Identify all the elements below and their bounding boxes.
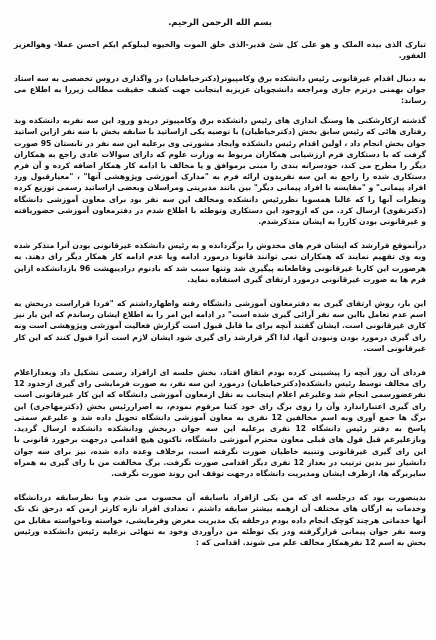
paragraph-1: گذشته ازکارشکنی ها وسنگ اندازی های رئیس دانشکده برق وکامپیوتر دربدو ورود این سه نفربه دانشکده وبد رفتاری هائی که رئیس سابق بخش (دکترخیاطیان) با توصیه یکی ازاساتید با سابقه بخش با سه نفر ازاین اساتید جوان بخش انجام داد ، اولین اقدام رئیس دانشکده وایجاد مشورتی وی برعلیه این سه نفر در تابستان 95 صورت گرفت که با دستکاری فرم ارزشیابی همکاران مربوط به وزارت علوم که دارای سوالات عادی راجع به همکاران دیگر را مطرح می کند، خودسرانه بندی را مبنی برموافق و یا مخالف با ادامه کار همکار اضافه کرده و آن فرم دستکاری شده را راجع به این سه نفربدون ارائه فرم به "مدارک آموزشی وپژوهشی آنها" ، "معیارقبول ورد افراد پیمانی" و "مقایسه با افراد پیمانی دیگر" بین بانند مدیریتی ومراسلان وبعضی ازاساتید رسمی توزیع کرده ونظرات آنها را که غالبا همسوبا نظررئیس دانشکده ومخالف این سه نفر بود برای معاون آموزشی دانشگاه (دکترنقوی) ارسال کرد. من که ازوجود این دستکاری وتوطئه با اطلاع شدم در دفترمعاون آموزشی حضوریافته و غیرقانونی بودن کاررا به ایشان متذکرشدم.	[14, 116, 426, 227]
letter-body	[14, 8, 426, 557]
paragraph-5: بدینصورت بود که درجلسه ای که من یکی ازافراد باسابقه آن محسوب می شدم وبا نظرسابقه دردانشگاه وخدمات به ارگان های مختلف آن ازهمه بیشتر سابقه داشتم ، تعدادی افراد تازه کارتر ازمن که درحق تک تک آنها خدماتی هرچند کوچک انجام داده بودم درحلقه یک مدیریت مغرض وفرمایشی، خواسته وناخواسته مقابل من وسه نفر جوان پیمانی قرارگرفته ودر یک توطئه من درآوردی وخود به تنهائی برعلیه رئیس دانشکده ورئیس بخش به اسم 12 نفرهمکار مخالف علم می شوند. اقدامی که :	[14, 493, 426, 547]
paragraph-3: این بار، روش ارتقای گیری به دفترمعاون آموزشی دانشگاه رفته واظهارداشتم که "فردا قراراست دربخش به اسم عدم تعامل بااین سه نفر آرائی گیری شده است" در ادامه این امر را به اطلاع ایشان رساندم که این بار نیز کاری غیرقانونی است. ایشان گفتند آنچه برای ما قابل قبول است گزارش فعالیت آموزشی وپژوهشی است ونه رای گیری درمورد بودن ونبودن آنها، لذا اگر قرارشد رای گیری شود ایشان لازم است آنرا قبول کنند که این کار غیرقانونی است.	[14, 299, 426, 353]
basmala-heading: بسم الله الرحمن الرحيم.	[168, 18, 272, 28]
paragraph-4: فردای آن روز آنچه را پیشبینی کرده بودم اتفاق افتاد، بخش جلسه ای ازافراد رسمی تشکیل داد وبعدازاعلام رای مخالف توسط رئیس دانشکده(دکترخیاطیان) درمورد این سه نفر، به صورت فرمایشی رای گیری ازحدود 12 نفرعضورسمی انجام شد وعلیرغم اعلام اینجانب به نقل ازمعاون آموزشی دانشگاه که این کار غیرقانونی است رای گیری اعتباراندارد وآن را روی برگ رای خود کتبا مرقوم نمودم، به اصراررئیس بخش (دکترمهاجری) این برگ ها جمع آوری وبه اسم مخالفین 12 نفری به معاون آموزشی دانشگاه تحویل داده شد و علیرغم سمتی پاسخ به دفتر رئیس دانشگاه 12 نفری برعلیه این سه جوان دربخش ودانشکده دانشکده ارسال گردید. وبازعلیرغم قبل قول های قبلی معاون محترم آموزشی دانشگاه، تاکنون هیچ اقدامی درجهت برخورد قانونی با این رای گیری غیرقانونی وتنبیه خاطیان صورت نگرفته است، برخلاف وعده داده شده، نیز برای سه جوان دانشیار نیز بدین ترتیب در بعداز 12 نفری دیگر اقدامی صورت نگرفت. برگ مخالفت من با رای گیری به همراه سایربرگه ها، ازطرف ایشان ومدیریت دانشگاه درجهت توقف این روند صورت نگرفت.	[14, 368, 427, 478]
intro-paragraph: به دنبال اقدام غیرقانونی رئیس دانشکده برق وکامپیوتر(دکترخیاطیان) در واگذاری دروس تخصصی به سه استاد جوان بهمنی درترم جاری ومراجعه دانشجویان عزیزبه اینجانب جهت کشف حقیقت مطالب زیررا به اطلاع می رساند:	[14, 73, 426, 106]
quran-verse: تبارک الذی بیده الملک و هو علی کل شئ قدیر-الذی خلق الموت والحیوه لیبلوکم ایکم احسن عملا- وهوالعزیز الغفور.	[14, 40, 426, 61]
paragraph-2: درآنموقع قرارشد که ایشان فرم های مخدوش را برگردانده و به رئیس دانشکده غیرقانونی بودن آنرا متذکر شده وبه وی تفهیم نمایند که همکاران نمی توانند قانونا درمورد ادامه ویا عدم ادامه کار همکار دیگر رای دهند. به هرصورت این کاربا غیرقانونی وقاطعانه پیگیری شد وتنها سبب شد که بادنوم درادیبهشت 96 بازدانشکده ازاین فرم ها به صورت غیرقانونی درمورد ارتقای گیری استفاده نماید.	[14, 241, 426, 284]
